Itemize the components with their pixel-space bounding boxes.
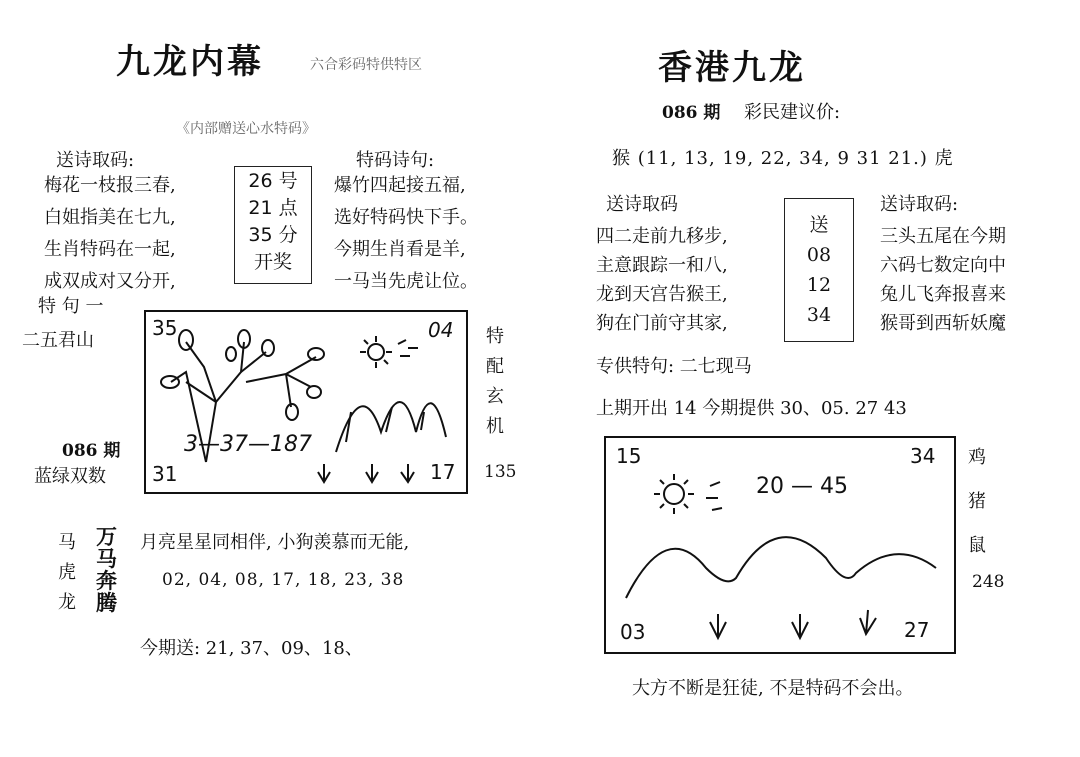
zodiac-char: 虎 bbox=[58, 562, 76, 583]
schedule-line: 26 号 bbox=[248, 170, 298, 192]
poem-line: 猴哥到西斩妖魔 bbox=[880, 313, 1006, 334]
poem-line: 一马当先虎让位。 bbox=[334, 271, 478, 292]
zodiac-char: 龙 bbox=[58, 592, 76, 613]
poem-line: 四二走前九移步, bbox=[596, 226, 728, 247]
send-number: 12 bbox=[806, 274, 832, 296]
pic-number-bottom-left: 03 bbox=[620, 620, 646, 644]
pic-number-bottom-left: 31 bbox=[152, 462, 178, 486]
right-side-number: 248 bbox=[972, 572, 1005, 592]
left-poem-a bbox=[44, 170, 176, 298]
poem-line: 龙到天宫告猴王, bbox=[596, 284, 728, 305]
pic-number-middle: 20 — 45 bbox=[756, 474, 848, 499]
side-label-char: 玄 bbox=[486, 386, 504, 407]
pic-number-top-right: 34 bbox=[910, 444, 936, 468]
side-animal: 鸡 bbox=[968, 447, 986, 468]
numbers-line: 02, 04, 08, 17, 18, 23, 38 bbox=[162, 570, 405, 590]
left-tagline: 《内部赠送心水特码》 bbox=[176, 121, 316, 137]
poem-line: 选好特码快下手。 bbox=[334, 207, 478, 228]
motto-char: 腾 bbox=[96, 591, 117, 615]
left-riddle-picture bbox=[144, 310, 468, 494]
moon-line: 月亮星星同相伴, 小狗羡慕而无能, bbox=[140, 532, 410, 553]
right-riddle-picture bbox=[604, 436, 956, 654]
poem-line: 今期生肖看是羊, bbox=[334, 239, 466, 260]
send-line: 今期送: 21, 37、09、18、 bbox=[140, 638, 363, 659]
special-phrase-label: 特 句 一 bbox=[38, 296, 104, 317]
zodiac-column bbox=[58, 528, 76, 618]
side-label bbox=[486, 322, 504, 442]
send-number: 08 bbox=[806, 244, 832, 266]
poem-line: 三头五尾在今期 bbox=[880, 226, 1006, 247]
zodiac-char: 马 bbox=[58, 532, 76, 553]
right-poem-b-header: 送诗取码: bbox=[880, 194, 959, 215]
poem-line: 梅花一枝报三春, bbox=[44, 175, 176, 196]
last-issue-line: 上期开出 14 今期提供 30、05. 27 43 bbox=[596, 398, 907, 419]
poem-line: 兔儿飞奔报喜来 bbox=[880, 284, 1006, 305]
right-poem-b bbox=[880, 222, 1006, 338]
left-title: 九龙内幕 bbox=[116, 42, 264, 82]
side-label-char: 配 bbox=[486, 356, 504, 377]
poem-line: 主意跟踪一和八, bbox=[596, 255, 728, 276]
right-special-phrase: 专供特句: 二七现马 bbox=[596, 356, 752, 377]
motto-char: 奔 bbox=[96, 569, 117, 593]
send-number: 送 bbox=[809, 214, 829, 236]
send-number: 34 bbox=[806, 304, 832, 326]
motto-vertical bbox=[96, 526, 117, 614]
poem-line: 白姐指美在七九, bbox=[44, 207, 176, 228]
side-label-char: 机 bbox=[486, 416, 504, 437]
right-issue: 086 期 bbox=[662, 103, 721, 123]
special-phrase: 二五君山 bbox=[22, 330, 94, 351]
right-poem-a bbox=[596, 222, 728, 338]
pic-number-bottom-right: 17 bbox=[430, 460, 456, 484]
left-issue: 086 期 bbox=[62, 441, 121, 461]
tree-and-mountains-drawing bbox=[146, 312, 466, 492]
right-poem-a-header: 送诗取码 bbox=[606, 194, 678, 215]
poem-line: 六码七数定向中 bbox=[880, 255, 1006, 276]
pic-number-top-right: 04 bbox=[428, 318, 454, 342]
schedule-line: 35 分 bbox=[248, 224, 298, 246]
pic-number-top-left: 15 bbox=[616, 444, 642, 468]
motto-char: 万 bbox=[96, 525, 117, 549]
poem-line: 狗在门前守其家, bbox=[596, 313, 728, 334]
right-title: 香港九龙 bbox=[658, 48, 806, 88]
number-line: 猴 (11, 13, 19, 22, 34, 9 31 21.) 虎 bbox=[612, 148, 954, 169]
poem-line: 成双成对又分开, bbox=[44, 271, 176, 292]
right-footer: 大方不断是狂徒, 不是特码不会出。 bbox=[632, 678, 914, 699]
poem-line: 爆竹四起接五福, bbox=[334, 175, 466, 196]
price-label: 彩民建议价: bbox=[744, 102, 841, 123]
side-animal: 猪 bbox=[968, 491, 986, 512]
schedule-line: 21 点 bbox=[248, 197, 298, 219]
side-animals bbox=[968, 436, 986, 568]
left-poem-b bbox=[334, 170, 478, 298]
pic-number-middle: 3—37—187 bbox=[184, 432, 312, 457]
draw-schedule bbox=[240, 168, 306, 276]
left-poem-a-header: 送诗取码: bbox=[56, 150, 135, 171]
send-numbers bbox=[786, 210, 852, 330]
motto-char: 马 bbox=[96, 547, 117, 571]
side-label-char: 特 bbox=[486, 326, 504, 347]
left-side-number: 135 bbox=[484, 462, 517, 482]
sun-and-mountains-drawing bbox=[606, 438, 954, 652]
side-animal: 鼠 bbox=[968, 535, 986, 556]
schedule-line: 开奖 bbox=[253, 251, 292, 273]
issue-hint: 蓝绿双数 bbox=[34, 466, 106, 487]
left-subtitle: 六合彩码特供特区 bbox=[310, 57, 422, 73]
poem-line: 生肖特码在一起, bbox=[44, 239, 176, 260]
pic-number-top-left: 35 bbox=[152, 316, 178, 340]
left-poem-b-header: 特码诗句: bbox=[356, 150, 435, 171]
pic-number-bottom-right: 27 bbox=[904, 618, 930, 642]
